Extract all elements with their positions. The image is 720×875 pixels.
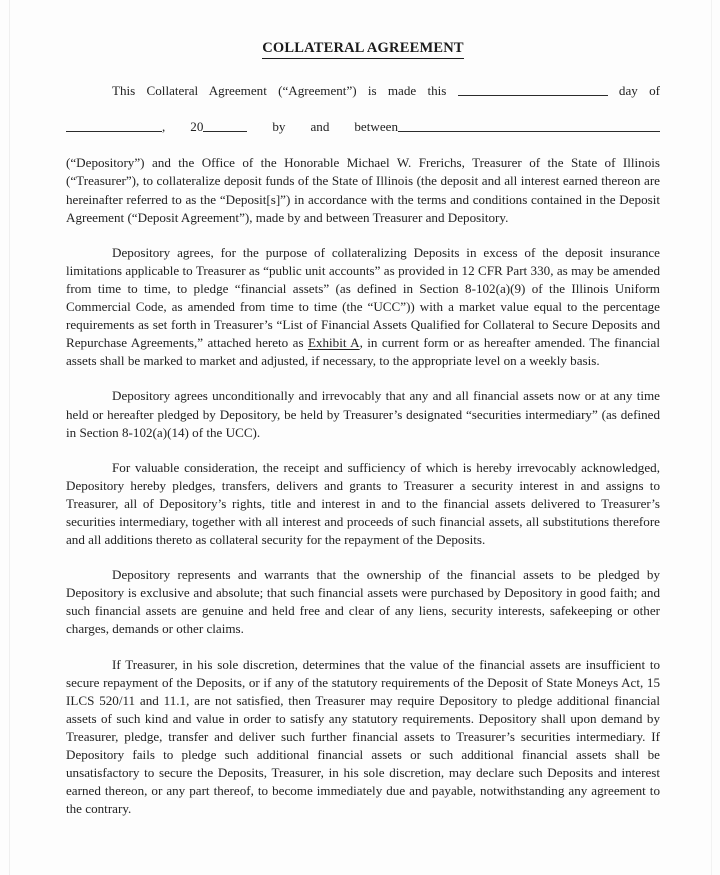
opening-year-prefix: 20 <box>190 119 204 135</box>
exhibit-a-reference[interactable]: Exhibit A <box>307 335 360 351</box>
opening-line-1-text-a: This Collateral Agreement (“Agreement”) is made this <box>112 83 447 98</box>
paragraph-collateralizing-deposits <box>66 244 660 371</box>
opening-line-2-comma: , <box>162 119 166 135</box>
paragraph-valuable-consideration: For valuable consideration, the receipt and sufficiency of which is hereby irrevocably acknowledged, Depository hereby pledges, transfers, delivers and grants to Treasurer a security interest in and assigns to Treasurer, all of Depository’s rights, title and interest in and to the financial assets delivered to Treasurer’s securities intermediary, together with all interest and proceeds of such financial assets, all substitutions therefore and all additions thereto as collateral security for the repayment of the Deposits. <box>66 459 660 548</box>
blank-depository-name-field[interactable] <box>398 119 660 132</box>
page-title-text: COLLATERAL AGREEMENT <box>262 40 464 59</box>
document-body <box>66 0 660 818</box>
opening-paragraph-body: (“Depository”) and the Office of the Honorable Michael W. Frerichs, Treasurer of the State of Illinois (“Treasurer”), to collateralize deposit funds of the State of Illinois (the deposit and all interest earned thereon are hereinafter referred to as the “Deposit[s]”) in accordance with the terms and conditions contained in the Deposit Agreement (“Deposit Agreement”), made by and between Treasurer and Depository. <box>66 155 660 225</box>
paragraph-representations-warranties: Depository represents and warrants that the ownership of the financial assets to be pledged by Depository is exclusive and absolute; that such financial assets were purchased by Depository in good faith; and such financial assets are genuine and held free and clear of any liens, security interests, safekeeping or other charges, demands or other claims. <box>66 567 660 637</box>
opening-line-2-text-b: by and between <box>272 119 398 135</box>
blank-month-field[interactable] <box>66 119 162 132</box>
blank-year-field[interactable] <box>203 119 247 132</box>
scan-edge-left <box>9 0 10 875</box>
paragraph-opening <box>66 82 660 227</box>
page-title <box>66 0 660 59</box>
opening-line-1 <box>66 82 660 118</box>
paragraph-text-after-exhibit: , in current form or as hereafter amended. The financial assets shall be marked to market and adjusted, if necessary, to the appropriate level on a weekly basis. <box>66 335 660 369</box>
paragraph-securities-intermediary: Depository agrees unconditionally and irrevocably that any and all financial assets now or at any time held or hereafter pledged by Depository, be held by Treasurer’s designated “securities intermediary” (as defined in Section 8-102(a)(14) of the UCC). <box>66 388 660 440</box>
blank-day-field[interactable] <box>458 83 608 96</box>
scan-edge-right <box>711 0 712 875</box>
opening-line-2 <box>66 118 660 154</box>
paragraph-text-before-exhibit: Depository agrees, for the purpose of collateralizing Deposits in excess of the deposit insurance limitations applicable to Treasurer as “public unit accounts” as provided in 12 CFR Part 330, as may be amended from time to time, to pledge “financial assets” (as defined in Section 8-102(a)(9) of the Illinois Uniform Commercial Code, as amended from time to time (the “UCC”)) with a market value equal to the percentage requirements as set forth in Treasurer’s “List of Financial Assets Qualified for Collateral to Secure Deposits and Repurchase Agreements,” attached hereto as <box>66 244 660 351</box>
opening-line-1-text-b: day of <box>618 83 660 98</box>
paragraph-insufficient-value-remedies: If Treasurer, in his sole discretion, determines that the value of the financial assets are insufficient to secure repayment of the Deposits, or if any of the statutory requirements of the Deposit of State Moneys Act, 15 ILCS 520/11 and 11.1, are not satisfied, then Treasurer may require Depository to pledge additional financial assets of such kind and value in order to satisfy any statutory requirements. Depository shall upon demand by Treasurer, pledge, transfer and deliver such further financial assets to Treasurer’s securities intermediary. If Depository fails to pledge such additional financial assets or such additional financial assets shall be unsatisfactory to secure the Deposits, Treasurer, in his sole discretion, may declare such Deposits and interest earned thereon, or any part thereof, to become immediately due and payable, notwithstanding any agreement to the contrary. <box>66 656 660 817</box>
